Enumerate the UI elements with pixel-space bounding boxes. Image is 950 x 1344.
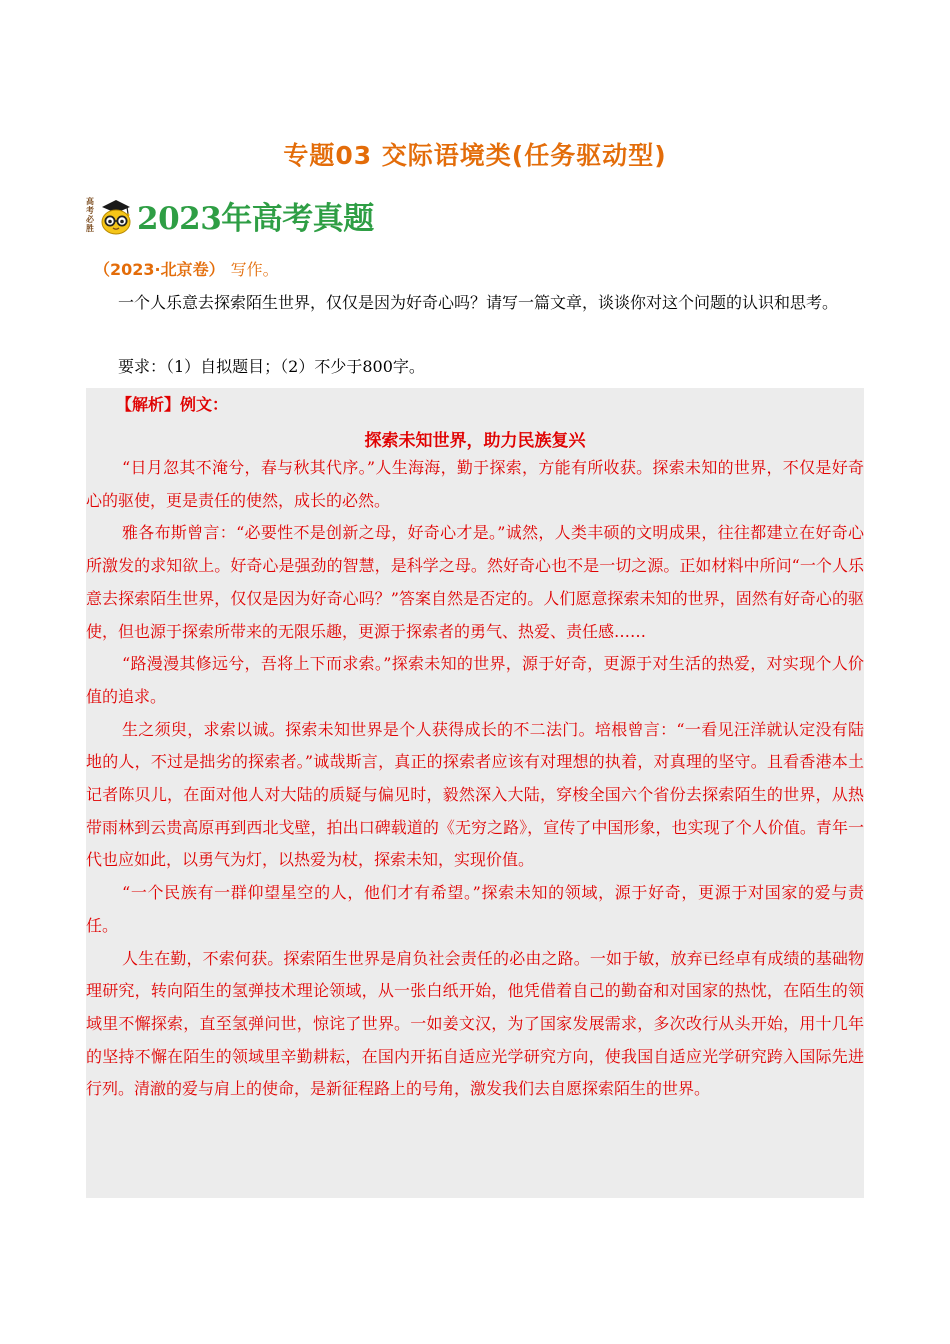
essay-paragraph: “路漫漫其修远兮，吾将上下而求索。”探索未知的世界，源于好奇，更源于对生活的热爱，对实现个人价值的追求。 bbox=[86, 654, 864, 706]
section-banner bbox=[86, 190, 374, 240]
exam-source-tag: （2023·北京卷） bbox=[94, 260, 225, 279]
essay-paragraph: “一个民族有一群仰望星空的人，他们才有希望。”探索未知的领域，源于好奇，更源于对国家的爱与责任。 bbox=[86, 883, 864, 935]
question-prompt: 一个人乐意去探索陌生世界，仅仅是因为好奇心吗？请写一篇文章，谈谈你对这个问题的认识和思考。 bbox=[118, 293, 839, 312]
essay-paragraph: 雅各布斯曾言：“必要性不是创新之母，好奇心才是。”诚然，人类丰硕的文明成果，往往都建立在好奇心所激发的求知欲上。好奇心是强劲的智慧，是科学之母。然好奇心也不是一切之源。正如材料中所问“一个人乐意去探索陌生世界，仅仅是因为好奇心吗？”答案自然是否定的。人们愿意探索未知的世界，固然有好奇心的驱使，但也源于探索所带来的无限乐趣，更源于探索者的勇气、热爱、责任感…… bbox=[86, 523, 864, 641]
essay-paragraph: 生之须臾，求索以诚。探索未知世界是个人获得成长的不二法门。培根曾言：“一看见汪洋就认定没有陆地的人，不过是拙劣的探索者。”诚哉斯言，真正的探索者应该有对理想的执着，对真理的坚守。且看香港本土记者陈贝儿，在面对他人对大陆的质疑与偏见时，毅然深入大陆，穿梭全国六个省份去探索陌生的世界，从热带雨林到云贵高原再到西北戈壁，拍出口碑载道的《无穷之路》，宣传了中国形象，也实现了个人价值。青年一代也应如此，以勇气为灯，以热爱为杖，探索未知，实现价值。 bbox=[86, 719, 864, 870]
question-requirements: 要求：（1）自拟题目；（2）不少于800字。 bbox=[118, 357, 425, 376]
banner-heading: 2023年高考真题 bbox=[137, 200, 374, 237]
analysis-label: 【解析】例文： bbox=[116, 395, 229, 414]
essay-title: 探索未知世界，助力民族复兴 bbox=[364, 431, 586, 451]
essay-paragraph: “日月忽其不淹兮，春与秋其代序。”人生海海，勤于探索，方能有所收获。探索未知的世界，不仅是好奇心的驱使，更是责任的使然，成长的必然。 bbox=[86, 458, 864, 510]
essay-paragraph: 人生在勤，不索何获。探索陌生世界是肩负社会责任的必由之路。一如于敏，放弃已经卓有成绩的基础物理研究，转向陌生的氢弹技术理论领域，从一张白纸开始，他凭借着自己的勤奋和对国家的热忱，在陌生的领域里不懈探索，直至氢弹问世，惊诧了世界。一如姜文汉，为了国家发展需求，多次改行从头开始，用十几年的坚持不懈在陌生的领域里辛勤耕耘，在国内开拓自适应光学研究方向，使我国自适应光学研究跨入国际先进行列。清澈的爱与肩上的使命，是新征程路上的号角，激发我们去自愿探索陌生的世界。 bbox=[86, 948, 864, 1099]
question-type: 写作。 bbox=[230, 260, 279, 279]
owl-mascot-icon bbox=[99, 195, 133, 235]
question-source-line bbox=[94, 257, 279, 280]
badge-text: 高考必胜 bbox=[86, 197, 94, 233]
analysis-box bbox=[86, 388, 864, 1198]
page-title: 专题03 交际语境类(任务驱动型) bbox=[283, 141, 667, 170]
essay-body bbox=[86, 452, 864, 1106]
